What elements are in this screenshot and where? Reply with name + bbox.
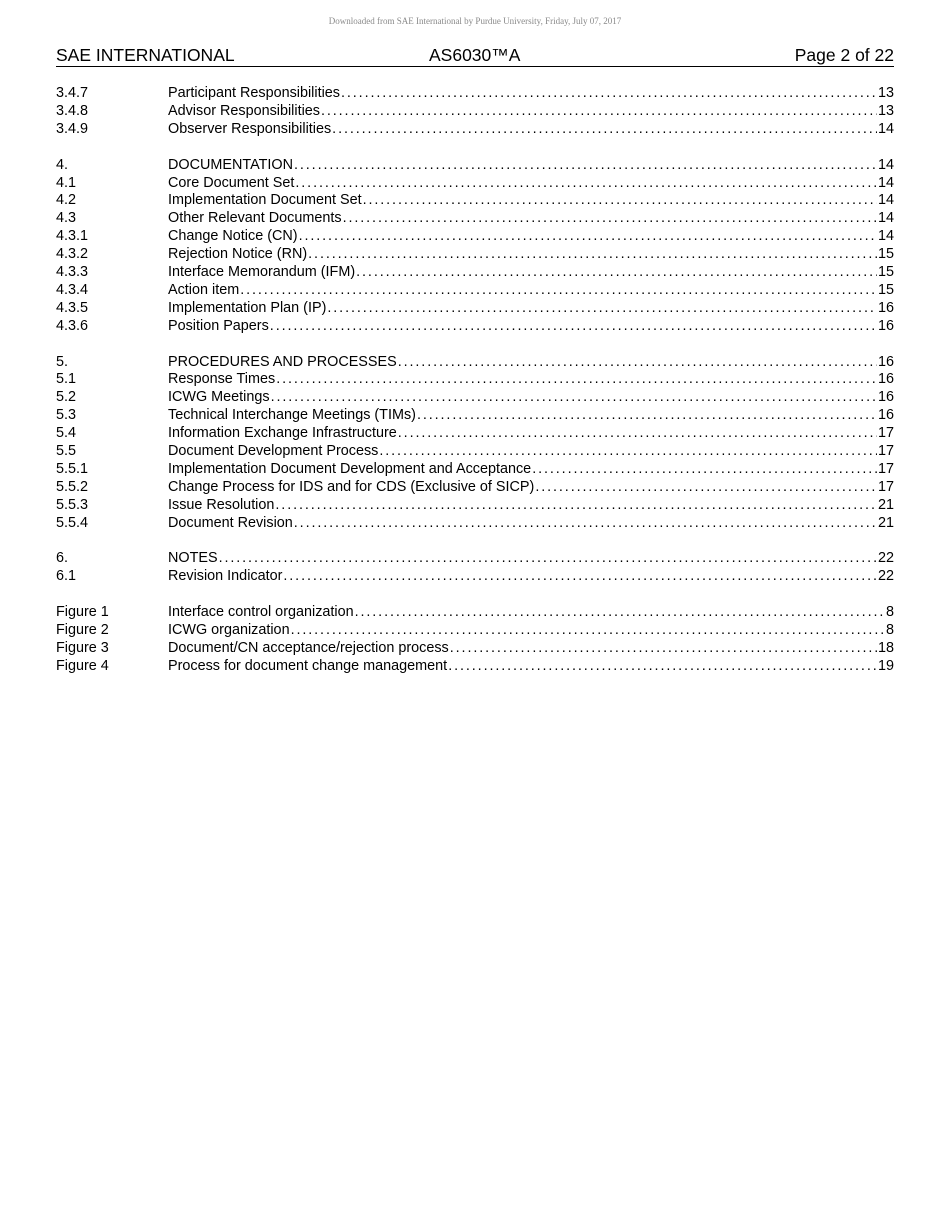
toc-dot-leader: [308, 246, 877, 264]
toc-entry-page: 14: [877, 156, 894, 173]
toc-dot-leader: [240, 282, 877, 300]
toc-entry-body: [168, 407, 894, 425]
toc-entry-title: Response Times: [168, 371, 276, 388]
toc-entry[interactable]: [56, 425, 894, 443]
toc-entry-number: 5.2: [56, 389, 77, 406]
toc-entry-title: PROCEDURES AND PROCESSES: [168, 353, 397, 370]
toc-entry-page: 18: [877, 640, 894, 657]
toc-dot-leader: [294, 515, 877, 533]
toc-entry[interactable]: [56, 157, 894, 175]
toc-entry[interactable]: [56, 210, 894, 228]
toc-entry-title: Implementation Plan (IP): [168, 299, 327, 316]
toc-entry[interactable]: [56, 622, 894, 640]
toc-entry-body: [168, 658, 894, 676]
toc-entry-page: 17: [877, 425, 894, 442]
toc-entry-body: [168, 461, 894, 479]
toc-entry[interactable]: [56, 103, 894, 121]
toc-dot-leader: [321, 103, 877, 121]
toc-entry-page: 17: [877, 443, 894, 460]
toc-entry-title: Action item: [168, 281, 240, 298]
toc-entry-title: Process for document change management: [168, 657, 448, 674]
toc-entry-title: Position Papers: [168, 317, 269, 334]
toc-entry-title: Technical Interchange Meetings (TIMs): [168, 407, 416, 424]
toc-entry[interactable]: [56, 550, 894, 568]
toc-dot-leader: [270, 318, 877, 336]
toc-dot-leader: [271, 389, 877, 407]
toc-entry-body: [168, 550, 894, 568]
toc-dot-leader: [275, 497, 877, 515]
toc-entry-title: Participant Responsibilities: [168, 85, 340, 101]
toc-entry-body: [168, 497, 894, 515]
toc-entry-body: [168, 175, 894, 193]
toc-entry-page: 13: [877, 102, 894, 119]
toc-entry-body: [168, 622, 894, 640]
toc-entry[interactable]: [56, 515, 894, 533]
toc-entry-body: [168, 425, 894, 443]
toc-entry[interactable]: [56, 461, 894, 479]
toc-entry-number: 3.4.9: [56, 120, 89, 137]
toc-entry-body: [168, 354, 894, 372]
toc-dot-leader: [291, 622, 885, 640]
toc-dot-leader: [283, 568, 877, 586]
toc-entry-number: 5.1: [56, 371, 77, 388]
toc-dot-leader: [332, 121, 877, 139]
toc-entry-body: [168, 568, 894, 586]
toc-entry-number: 3.4.7: [56, 85, 89, 101]
toc-dot-leader: [398, 354, 877, 372]
toc-entry[interactable]: [56, 228, 894, 246]
toc-entry-number: Figure 4: [56, 657, 109, 674]
toc-group: [56, 85, 894, 139]
toc-entry-number: 5.5: [56, 443, 77, 460]
toc-entry[interactable]: [56, 497, 894, 515]
toc-entry-title: Information Exchange Infrastructure: [168, 425, 397, 442]
toc-entry-page: 22: [877, 550, 894, 567]
toc-entry[interactable]: [56, 568, 894, 586]
toc-entry-number: 5.5.3: [56, 496, 89, 513]
toc-entry-body: [168, 443, 894, 461]
toc-dot-leader: [294, 157, 877, 175]
toc-entry-page: 22: [877, 568, 894, 585]
toc-entry-title: Document/CN acceptance/rejection process: [168, 640, 449, 657]
toc-entry[interactable]: [56, 658, 894, 676]
toc-entry-number: 5.5.4: [56, 514, 89, 531]
toc-dot-leader: [356, 264, 877, 282]
toc-entry-title: Change Process for IDS and for CDS (Exclusive of SICP): [168, 478, 535, 495]
toc-entry-title: NOTES: [168, 550, 218, 567]
toc-entry-title: Document Development Process: [168, 443, 379, 460]
toc-entry-number: 4.1: [56, 174, 77, 191]
toc-dot-leader: [532, 461, 877, 479]
toc-entry-title: Issue Resolution: [168, 496, 275, 513]
toc-dot-leader: [295, 175, 877, 193]
toc-entry-title: DOCUMENTATION: [168, 156, 293, 173]
toc-dot-leader: [343, 210, 877, 228]
toc-entry-title: Observer Responsibilities: [168, 120, 332, 137]
toc-entry-body: [168, 282, 894, 300]
toc-dot-leader: [535, 479, 877, 497]
toc-entry-number: 4.: [56, 156, 69, 173]
download-watermark: Downloaded from SAE International by Purdue University, Friday, July 07, 2017: [328, 16, 622, 26]
toc-entry[interactable]: [56, 354, 894, 372]
toc-dot-leader: [417, 407, 877, 425]
toc-dot-leader: [276, 371, 877, 389]
toc-entry-page: 8: [885, 622, 894, 639]
toc-entry-number: 4.3.6: [56, 317, 89, 334]
toc-entry-title: Core Document Set: [168, 174, 295, 191]
toc-dot-leader: [363, 192, 877, 210]
toc-entry-body: [168, 318, 894, 336]
toc-entry-body: [168, 228, 894, 246]
toc-entry[interactable]: [56, 407, 894, 425]
toc-dot-leader: [299, 228, 877, 246]
toc-entry-title: Implementation Document Development and Acceptance: [168, 460, 532, 477]
header-organization: SAE INTERNATIONAL: [56, 45, 235, 65]
page-header: [56, 44, 894, 67]
toc-entry-title: Implementation Document Set: [168, 192, 362, 209]
toc-entry-page: 19: [877, 657, 894, 674]
toc-entry-body: [168, 515, 894, 533]
toc-entry-number: 5.3: [56, 407, 77, 424]
table-of-contents: [56, 85, 894, 694]
toc-entry-number: 4.2: [56, 192, 77, 209]
toc-group: [56, 354, 894, 533]
toc-group: [56, 550, 894, 586]
toc-entry-page: 15: [877, 264, 894, 281]
toc-entry-body: [168, 264, 894, 282]
toc-entry[interactable]: [56, 640, 894, 658]
toc-entry-body: [168, 640, 894, 658]
toc-entry-page: 17: [877, 460, 894, 477]
toc-dot-leader: [327, 300, 877, 318]
toc-entry-page: 14: [877, 210, 894, 227]
toc-entry-number: Figure 3: [56, 640, 109, 657]
toc-entry-page: 16: [877, 353, 894, 370]
toc-entry-number: 6.1: [56, 568, 77, 585]
toc-entry[interactable]: [56, 604, 894, 622]
toc-entry-body: [168, 246, 894, 264]
toc-entry-title: ICWG organization: [168, 622, 290, 639]
toc-entry-number: Figure 1: [56, 604, 109, 621]
toc-entry-number: 4.3.2: [56, 246, 89, 263]
toc-entry-title: ICWG Meetings: [168, 389, 270, 406]
toc-entry-body: [168, 604, 894, 622]
toc-entry-page: 21: [877, 496, 894, 513]
toc-entry-number: 5.: [56, 353, 69, 370]
toc-entry[interactable]: [56, 443, 894, 461]
toc-entry-page: 16: [877, 299, 894, 316]
toc-entry-body: [168, 479, 894, 497]
toc-entry-page: 16: [877, 317, 894, 334]
toc-entry-body: [168, 192, 894, 210]
toc-entry[interactable]: [56, 300, 894, 318]
toc-entry-title: Rejection Notice (RN): [168, 246, 308, 263]
toc-entry-body: [168, 85, 894, 103]
toc-entry-body: [168, 210, 894, 228]
toc-entry[interactable]: [56, 479, 894, 497]
toc-entry-page: 21: [877, 514, 894, 531]
toc-entry-body: [168, 157, 894, 175]
toc-entry-number: 5.4: [56, 425, 77, 442]
header-document-id: AS6030™A: [429, 45, 521, 65]
toc-entry-number: 3.4.8: [56, 102, 89, 119]
toc-entry[interactable]: [56, 192, 894, 210]
toc-entry-number: 4.3.5: [56, 299, 89, 316]
toc-entry[interactable]: [56, 264, 894, 282]
toc-entry-page: 8: [885, 604, 894, 621]
toc-dot-leader: [219, 550, 877, 568]
toc-entry-page: 14: [877, 120, 894, 137]
toc-entry[interactable]: [56, 371, 894, 389]
toc-entry[interactable]: [56, 121, 894, 139]
toc-entry-title: Interface control organization: [168, 604, 354, 621]
toc-entry[interactable]: [56, 318, 894, 336]
toc-entry-page: 16: [877, 371, 894, 388]
toc-dot-leader: [450, 640, 877, 658]
toc-entry-page: 16: [877, 389, 894, 406]
toc-entry-body: [168, 121, 894, 139]
toc-entry-page: 14: [877, 228, 894, 245]
toc-entry-page: 17: [877, 478, 894, 495]
toc-group: [56, 604, 894, 676]
toc-entry-body: [168, 389, 894, 407]
toc-entry-title: Advisor Responsibilities: [168, 102, 320, 119]
toc-group: [56, 157, 894, 336]
toc-entry[interactable]: [56, 175, 894, 193]
toc-entry-number: 5.5.2: [56, 478, 89, 495]
toc-entry[interactable]: [56, 282, 894, 300]
toc-dot-leader: [355, 604, 885, 622]
toc-dot-leader: [379, 443, 877, 461]
toc-entry-page: 16: [877, 407, 894, 424]
header-page-number: Page 2 of 22: [794, 45, 894, 65]
toc-dot-leader: [341, 85, 877, 103]
toc-entry-body: [168, 371, 894, 389]
toc-dot-leader: [448, 658, 877, 676]
toc-entry-number: 4.3.3: [56, 264, 89, 281]
toc-entry-page: 15: [877, 281, 894, 298]
toc-entry-body: [168, 300, 894, 318]
toc-entry[interactable]: [56, 246, 894, 264]
toc-entry-page: 15: [877, 246, 894, 263]
toc-entry-page: 14: [877, 192, 894, 209]
toc-entry[interactable]: [56, 389, 894, 407]
toc-entry-page: 13: [877, 85, 894, 101]
toc-entry-number: 4.3: [56, 210, 77, 227]
toc-entry-title: Interface Memorandum (IFM): [168, 264, 356, 281]
toc-entry-title: Other Relevant Documents: [168, 210, 342, 227]
toc-entry-title: Document Revision: [168, 514, 293, 531]
toc-entry-number: 5.5.1: [56, 460, 89, 477]
toc-dot-leader: [398, 425, 877, 443]
toc-entry[interactable]: [56, 85, 894, 103]
toc-entry-number: 6.: [56, 550, 69, 567]
toc-entry-title: Revision Indicator: [168, 568, 283, 585]
toc-entry-number: 4.3.4: [56, 281, 89, 298]
toc-entry-body: [168, 103, 894, 121]
toc-entry-number: 4.3.1: [56, 228, 89, 245]
toc-entry-number: Figure 2: [56, 622, 109, 639]
toc-entry-title: Change Notice (CN): [168, 228, 298, 245]
toc-entry-page: 14: [877, 174, 894, 191]
